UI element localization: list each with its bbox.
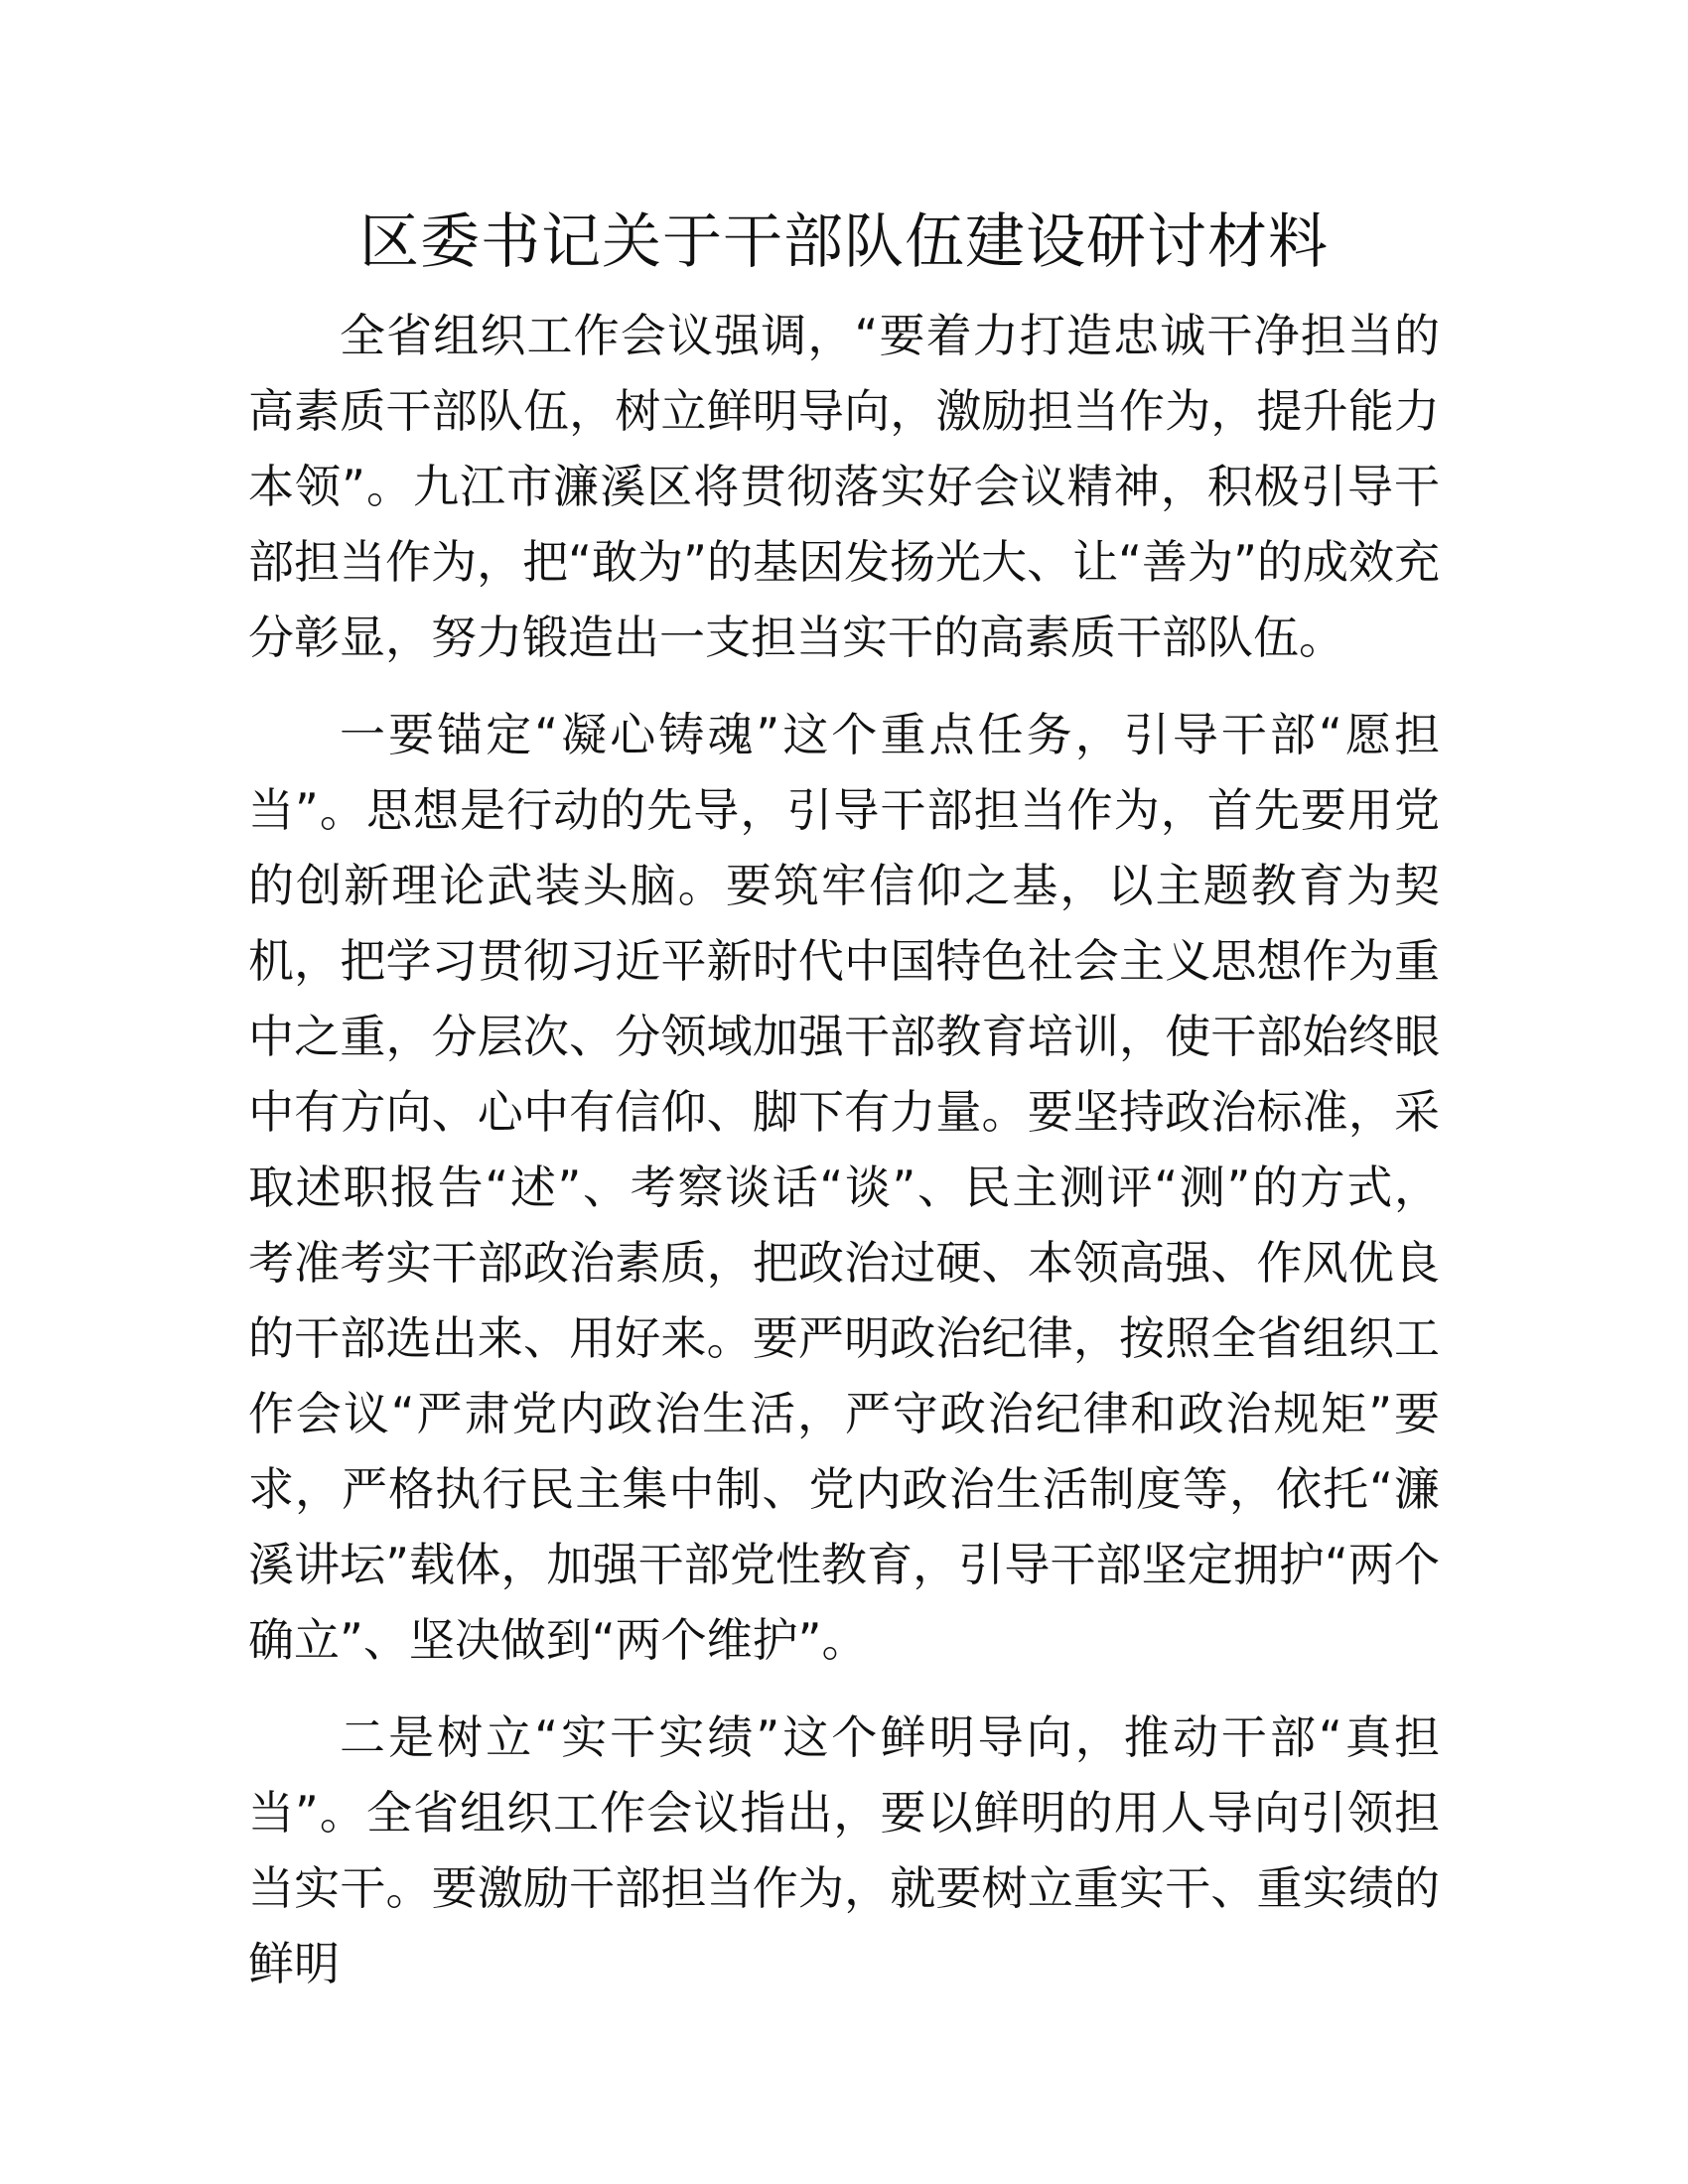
paragraph-second-point: 二是树立“实干实绩”这个鲜明导向，推动干部“真担当”。全省组织工作会议指出，要以鲜明的用人导向引领担当实干。要激励干部担当作为，就要树立重实干、重实绩的鲜明 [248, 1710, 1440, 1990]
document-title: 区委书记关于干部队伍建设研讨材料 [359, 207, 1329, 277]
paragraph-first-point: 一要锚定“凝心铸魂”这个重点任务，引导干部“愿担当”。思想是行动的先导，引导干部担当作为，首先要用党的创新理论武装头脑。要筑牢信仰之基，以主题教育为契机，把学习贯彻习近平新时代中国特色社会主义思想作为重中之重，分层次、分领域加强干部教育培训，使干部始终眼中有方向、心中有信仰、脚下有力量。要坚持政治标准，采取述职报告“述”、考察谈话“谈”、民主测评“测”的方式，考准考实干部政治素质，把政治过硬、本领高强、作风优良的干部选出来、用好来。要严明政治纪律，按照全省组织工作会议“严肃党内政治生活，严守政治纪律和政治规矩”要求，严格执行民主集中制、党内政治生活制度等，依托“濂溪讲坛”载体，加强干部党性教育，引导干部坚定拥护“两个确立”、坚决做到“两个维护”。 [248, 708, 1440, 1667]
document-body [248, 298, 1440, 2023]
paragraph-intro: 全省组织工作会议强调，“要着力打造忠诚干净担当的高素质干部队伍，树立鲜明导向，激励担当作为，提升能力本领”。九江市濂溪区将贯彻落实好会议精神，积极引导干部担当作为，把“敢为”的基因发扬光大、让“善为”的成效充分彰显，努力锻造出一支担当实干的高素质干部队伍。 [248, 309, 1440, 664]
